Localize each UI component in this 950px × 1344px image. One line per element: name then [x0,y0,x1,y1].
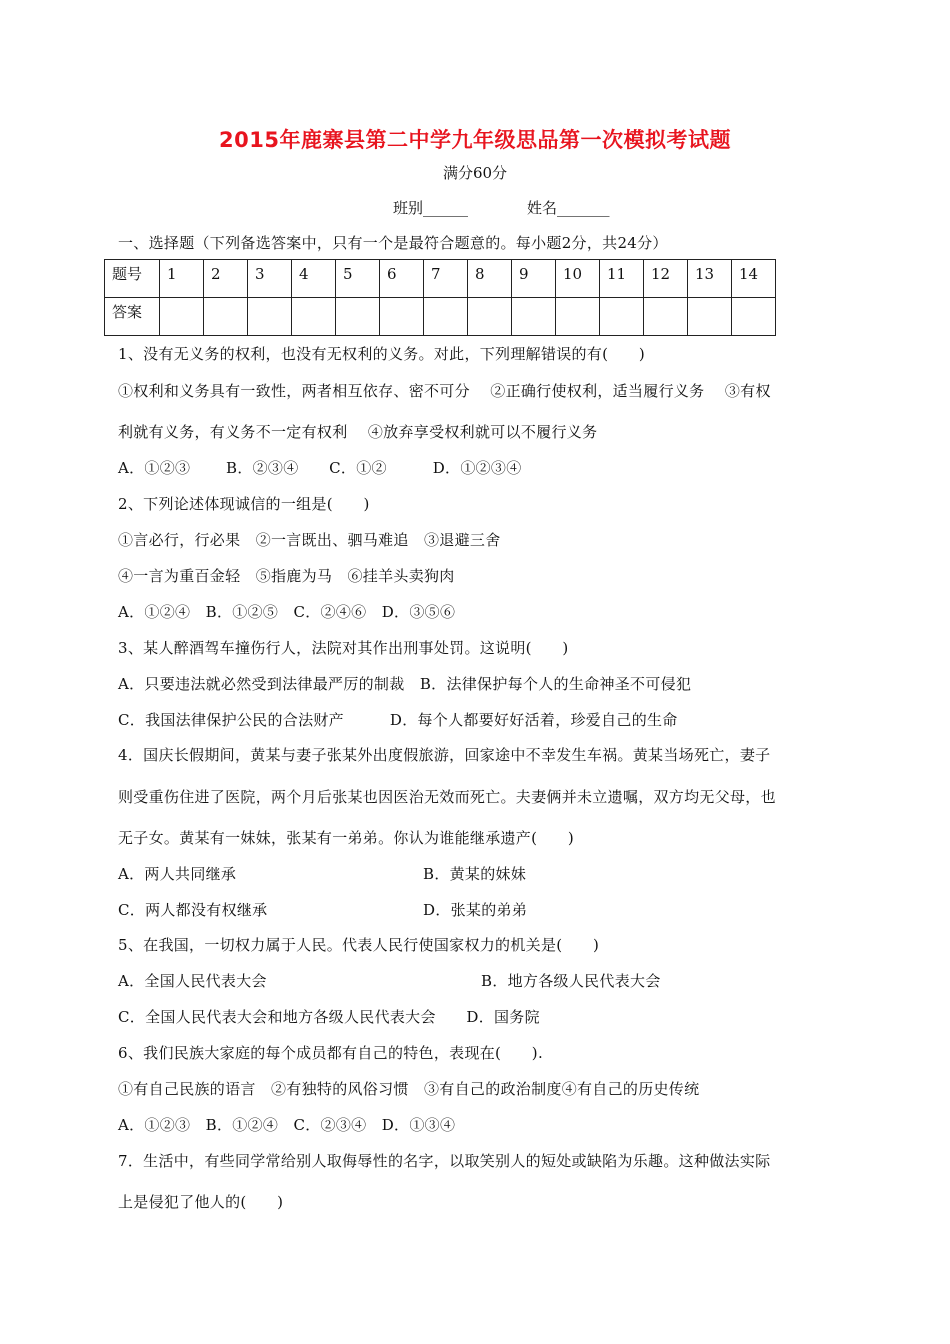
question-number: 12 [644,260,688,298]
table-row [105,260,776,298]
answer-cell[interactable] [336,298,380,336]
question-number: 6 [380,260,424,298]
question-2-options: A．①②④ B．①②⑤ C．②④⑥ D．③⑤⑥ [118,603,456,621]
answer-cell[interactable] [600,298,644,336]
question-2-stem: 2、下列论述体现诚信的一组是( ) [118,495,370,513]
question-number: 7 [424,260,468,298]
question-number: 5 [336,260,380,298]
question-6-options: A．①②③ B．①②④ C．②③④ D．①③④ [118,1116,456,1134]
question-number: 4 [292,260,336,298]
question-number: 3 [248,260,292,298]
question-number: 2 [204,260,248,298]
class-field: 班别______ [393,199,469,217]
answer-cell[interactable] [468,298,512,336]
answer-cell[interactable] [248,298,292,336]
question-number: 13 [688,260,732,298]
full-score: 满分60分 [442,164,508,182]
answer-cell[interactable] [732,298,776,336]
answer-header: 答案 [105,298,160,336]
question-5-options-cd: C．全国人民代表大会和地方各级人民代表大会 D．国务院 [118,1008,540,1026]
question-3-options-ab: A．只要违法就必然受到法律最严厉的制裁 B．法律保护每个人的生命神圣不可侵犯 [118,675,692,693]
question-number: 14 [732,260,776,298]
question-number: 10 [556,260,600,298]
answer-cell[interactable] [160,298,204,336]
question-2-statements-cont: ④一言为重百金轻 ⑤指鹿为马 ⑥挂羊头卖狗肉 [118,567,455,585]
exam-title: 2015年鹿寨县第二中学九年级思品第一次模拟考试题 [219,128,731,152]
question-number: 11 [600,260,644,298]
question-number: 1 [160,260,204,298]
question-6-stem: 6、我们民族大家庭的每个成员都有自己的特色，表现在( ). [118,1044,544,1062]
question-1-statements-cont: 利就有义务，有义务不一定有权利 ④放弃享受权利就可以不履行义务 [118,423,598,441]
question-4-stem: 4．国庆长假期间，黄某与妻子张某外出度假旅游，回家途中不幸发生车祸。黄某当场死亡，妻子 [118,746,771,764]
question-4-stem-cont: 则受重伤住进了医院，两个月后张某也因医治无效而死亡。夫妻俩并未立遗嘱，双方均无父母，也 [118,788,776,806]
question-3-stem: 3、某人醉酒驾车撞伤行人，法院对其作出刑事处罚。这说明( ) [118,639,569,657]
question-2-statements: ①言必行，行必果 ②一言既出、驷马难追 ③退避三舍 [118,531,501,549]
question-7-stem: 7．生活中，有些同学常给别人取侮辱性的名字，以取笑别人的短处或缺陷为乐趣。这种做法实际 [118,1152,771,1170]
question-1-statements: ①权利和义务具有一致性，两者相互依存、密不可分 ②正确行使权利，适当履行义务 ③有权 [118,382,771,400]
answer-table [104,259,776,336]
answer-cell[interactable] [292,298,336,336]
question-5-option-b: B．地方各级人民代表大会 [481,972,661,990]
question-5-stem: 5、在我国，一切权力属于人民。代表人民行使国家权力的机关是( ) [118,936,600,954]
question-number: 9 [512,260,556,298]
question-4-stem-end: 无子女。黄某有一妹妹，张某有一弟弟。你认为谁能继承遗产( ) [118,829,575,847]
question-1-stem: 1、没有无义务的权利，也没有无权利的义务。对此，下列理解错误的有( ) [118,345,646,363]
question-1-options: A．①②③ B．②③④ C．①② D．①②③④ [118,459,522,477]
question-7-stem-cont: 上是侵犯了他人的( ) [118,1193,284,1211]
answer-cell[interactable] [380,298,424,336]
answer-cell[interactable] [556,298,600,336]
answer-cell[interactable] [204,298,248,336]
question-6-statements: ①有自己民族的语言 ②有独特的风俗习惯 ③有自己的政治制度④有自己的历史传统 [118,1080,700,1098]
question-4-option-b: B．黄某的妹妹 [423,865,527,883]
question-4-option-c: C．两人都没有权继承 [118,901,268,919]
name-field: 姓名_______ [527,199,610,217]
question-5-option-a: A．全国人民代表大会 [118,972,267,990]
answer-cell[interactable] [644,298,688,336]
answer-cell[interactable] [688,298,732,336]
section-heading: 一、选择题（下列备选答案中，只有一个是最符合题意的。每小题2分，共24分） [118,234,668,252]
answer-cell[interactable] [424,298,468,336]
table-row [105,298,776,336]
question-3-options-cd: C．我国法律保护公民的合法财产 D．每个人都要好好活着，珍爱自己的生命 [118,711,678,729]
answer-cell[interactable] [512,298,556,336]
question-number: 8 [468,260,512,298]
question-4-option-d: D．张某的弟弟 [423,901,528,919]
question-number-header: 题号 [105,260,160,298]
question-4-option-a: A．两人共同继承 [118,865,237,883]
